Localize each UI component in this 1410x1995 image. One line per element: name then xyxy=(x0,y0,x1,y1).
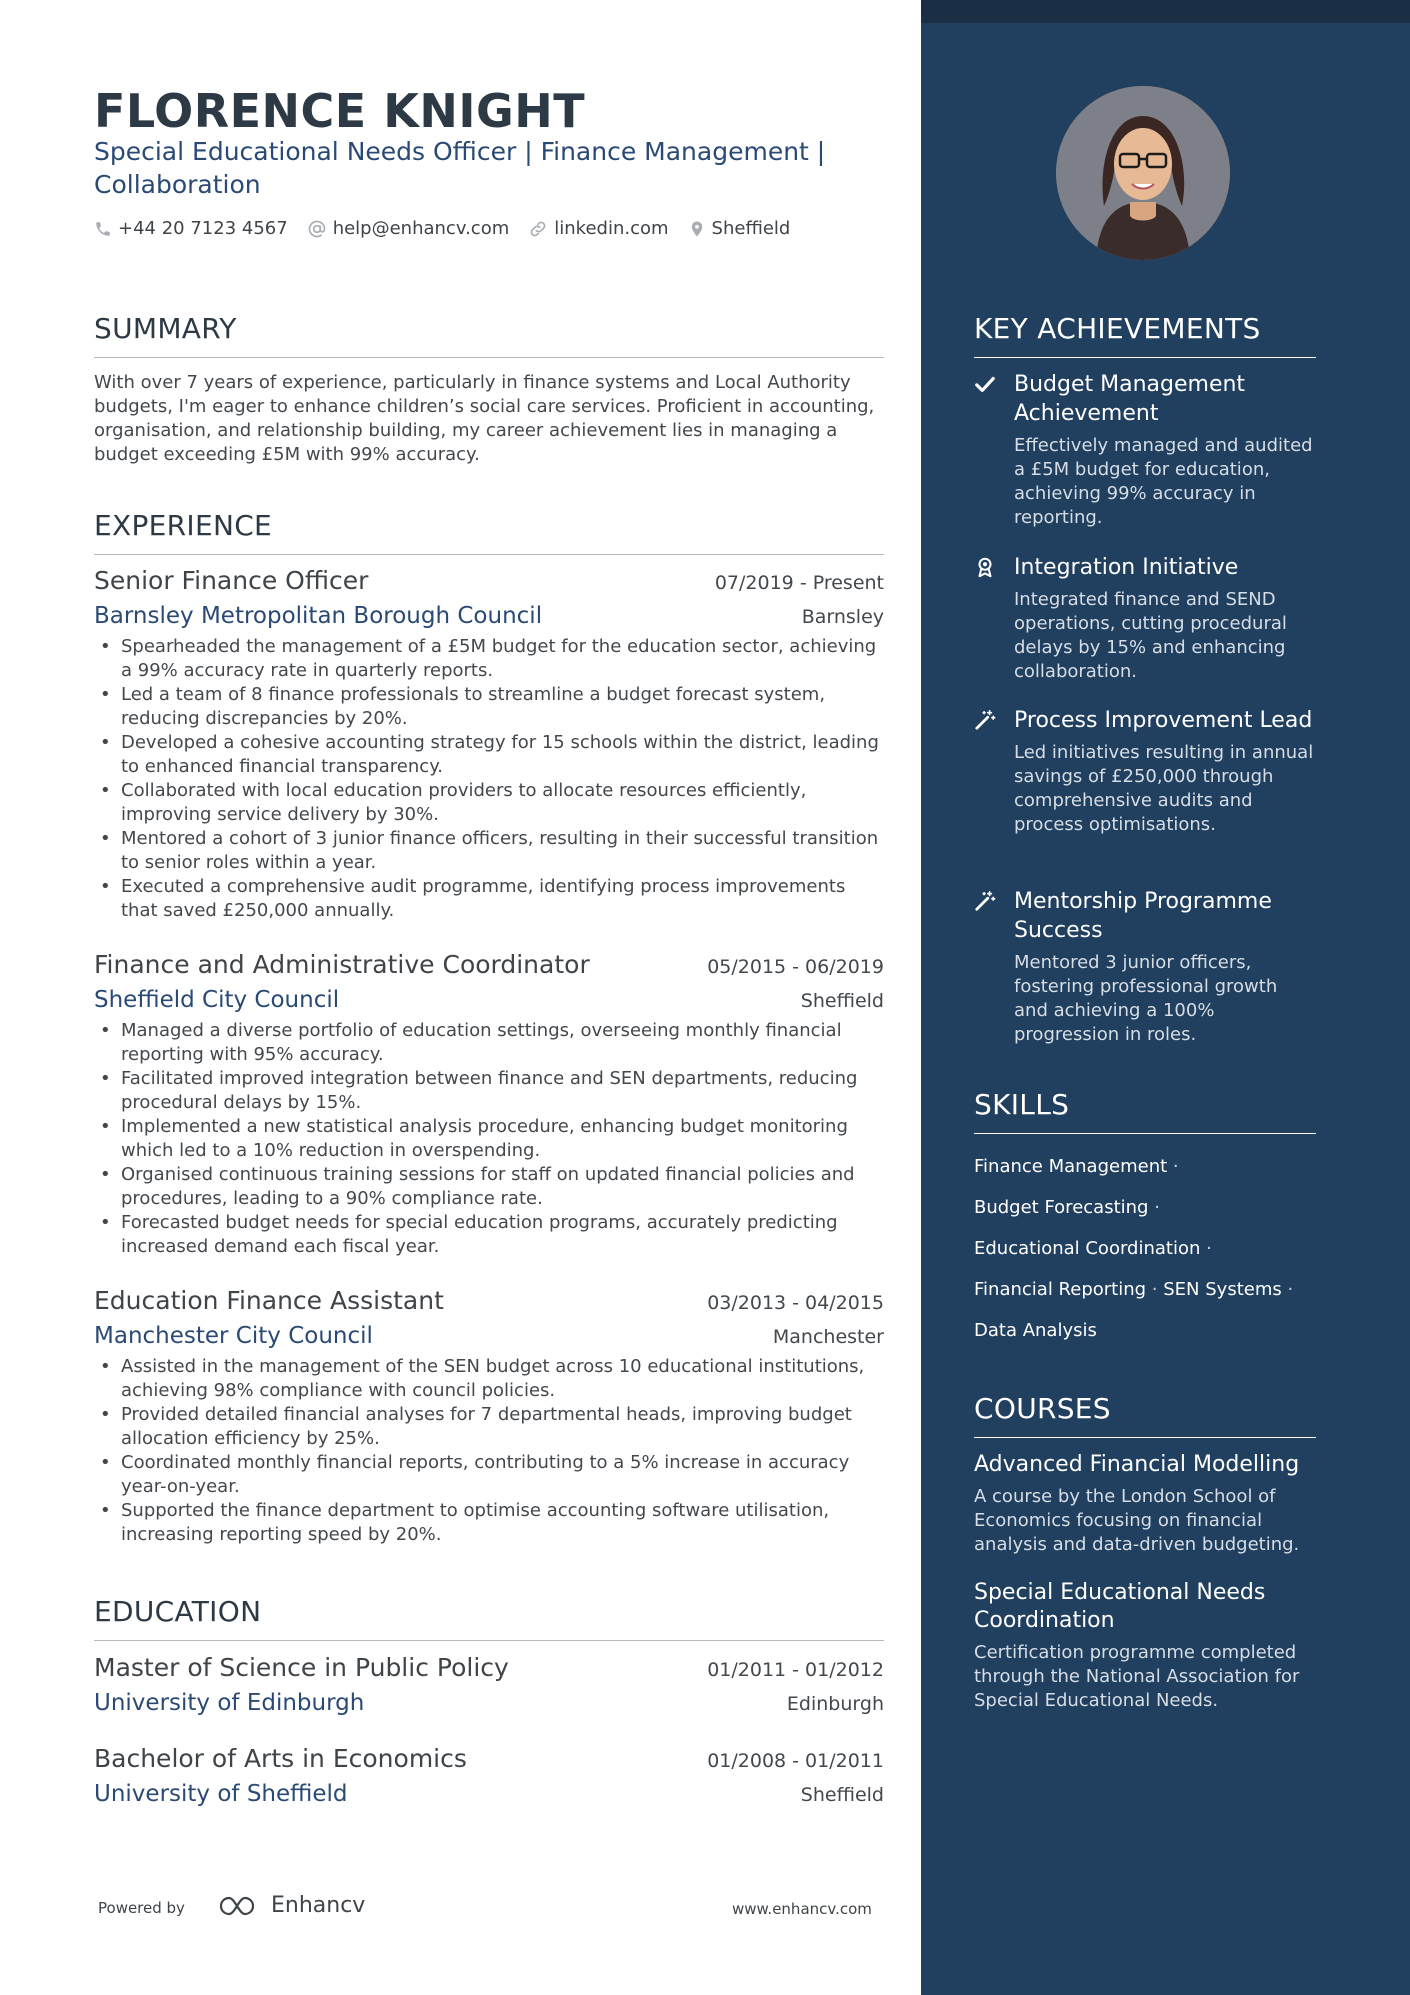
experience-item xyxy=(94,950,884,1259)
candidate-name: FLORENCE KNIGHT xyxy=(94,84,586,138)
achievement-title: Process Improvement Lead xyxy=(1014,708,1313,733)
skill-separator: · xyxy=(1151,1279,1158,1300)
achievement-title: Budget Management Achievement xyxy=(1014,372,1246,426)
contact-email[interactable] xyxy=(307,218,510,239)
education-location: Edinburgh xyxy=(786,1693,884,1715)
achievement-item xyxy=(974,370,1316,530)
profile-photo xyxy=(1056,86,1230,260)
phone-text: +44 20 7123 4567 xyxy=(118,218,288,239)
job-bullet: • Forecasted budget needs for special education programs, accurately predicting increased demand each fiscal year. xyxy=(94,1211,884,1259)
education-location: Sheffield xyxy=(800,1784,884,1806)
education-degree: Bachelor of Arts in Economics xyxy=(94,1744,467,1773)
achievement-desc: Integrated finance and SEND operations, cutting procedural delays by 15% and enhancing collaboration. xyxy=(1014,589,1287,682)
job-bullet: • Led a team of 8 finance professionals to streamline a budget forecast system, reducing discrepancies by 20%. xyxy=(94,683,884,731)
job-bullet: • Supported the finance department to optimise accounting software utilisation, increasing reporting speed by 20%. xyxy=(94,1499,884,1547)
email-text: help@enhancv.com xyxy=(332,218,510,239)
education-school-row xyxy=(94,1690,884,1716)
skill-item: Educational Coordination xyxy=(974,1238,1201,1259)
contact-phone[interactable] xyxy=(94,218,288,239)
job-bullet: • Mentored a cohort of 3 junior finance officers, resulting in their successful transition to senior roles within a year. xyxy=(94,827,884,875)
job-header xyxy=(94,950,884,979)
skill-separator: · xyxy=(1172,1156,1179,1177)
achievement-desc: Effectively managed and audited a £5M budget for education, achieving 99% accuracy in reporting. xyxy=(1014,435,1313,528)
magic-wand-icon xyxy=(974,709,996,731)
job-bullet: • Assisted in the management of the SEN budget across 10 educational institutions, achieving 98% compliance with council policies. xyxy=(94,1355,884,1403)
course-title: Advanced Financial Modelling xyxy=(974,1452,1300,1477)
at-icon xyxy=(307,219,327,239)
experience-item xyxy=(94,1286,884,1547)
achievement-desc: Led initiatives resulting in annual savings of £250,000 through comprehensive audits and process optimisations. xyxy=(1014,742,1314,835)
job-location: Sheffield xyxy=(800,990,884,1012)
education-item xyxy=(94,1744,884,1807)
skill-item: SEN Systems xyxy=(1163,1279,1282,1300)
skill-item: Finance Management xyxy=(974,1156,1168,1177)
job-header xyxy=(94,1286,884,1315)
summary-text: With over 7 years of experience, particularly in finance systems and Local Authority budgets, I'm eager to enhance children’s social care services. Proficient in accounting, organisation, and relationship building, my career achievement lies in managing a budget exceeding £5M with 99% accuracy. xyxy=(94,372,875,465)
skill-separator: · xyxy=(1287,1279,1294,1300)
education-school-row xyxy=(94,1781,884,1807)
job-company: Manchester City Council xyxy=(94,1323,373,1349)
job-title: Senior Finance Officer xyxy=(94,566,369,595)
magic-wand-icon xyxy=(974,890,996,912)
contact-link[interactable] xyxy=(528,218,668,239)
achievements-heading: KEY ACHIEVEMENTS xyxy=(974,312,1316,358)
course-desc: A course by the London School of Economics focusing on financial analysis and data-driven budgeting. xyxy=(974,1486,1300,1555)
course-item xyxy=(974,1451,1316,1557)
course-title: Special Educational Needs Coordination xyxy=(974,1580,1266,1633)
job-bullets xyxy=(94,1355,884,1547)
skill-item: Data Analysis xyxy=(974,1320,1097,1341)
job-bullet: • Executed a comprehensive audit programme, identifying process improvements that saved £250,000 annually. xyxy=(94,875,884,923)
achievement-item xyxy=(974,553,1316,684)
job-bullet: • Managed a diverse portfolio of education settings, overseeing monthly financial reporting with 95% accuracy. xyxy=(94,1019,884,1067)
phone-icon xyxy=(94,220,112,238)
achievement-title: Mentorship Programme Success xyxy=(1014,889,1272,943)
footer-brand-name: Enhancv xyxy=(271,1893,366,1918)
achievement-item xyxy=(974,706,1316,837)
education-heading: EDUCATION xyxy=(94,1595,884,1641)
link-icon xyxy=(528,219,548,239)
footer-powered-by: Powered by xyxy=(98,1899,185,1917)
skill-separator: · xyxy=(1154,1197,1160,1218)
job-title: Education Finance Assistant xyxy=(94,1286,444,1315)
job-bullet: • Coordinated monthly financial reports, contributing to a 5% increase in accuracy year-on-year. xyxy=(94,1451,884,1499)
job-dates: 03/2013 - 04/2015 xyxy=(707,1292,884,1314)
education-header xyxy=(94,1744,884,1773)
avatar-portrait xyxy=(1056,86,1230,260)
job-dates: 07/2019 - Present xyxy=(714,572,884,594)
candidate-headline: Special Educational Needs Officer | Finance Management | Collaboration xyxy=(94,137,826,199)
job-bullets xyxy=(94,1019,884,1259)
footer-url[interactable]: www.enhancv.com xyxy=(732,1900,872,1918)
link-text: linkedin.com xyxy=(554,218,669,239)
job-bullet: • Organised continuous training sessions for staff on updated financial policies and procedures, leading to a 90% compliance rate. xyxy=(94,1163,884,1211)
skill-item: Financial Reporting xyxy=(974,1279,1147,1300)
course-desc: Certification programme completed through the National Association for Special Educational Needs. xyxy=(974,1642,1300,1711)
job-bullet: • Developed a cohesive accounting strategy for 15 schools within the district, leading to enhanced financial transparency. xyxy=(94,731,884,779)
skills-heading: SKILLS xyxy=(974,1088,1316,1134)
job-company-row xyxy=(94,1323,884,1349)
contact-location xyxy=(688,218,791,239)
skill-item: Budget Forecasting xyxy=(974,1197,1149,1218)
job-bullet: • Spearheaded the management of a £5M budget for the education sector, achieving a 99% accuracy rate in quarterly reports. xyxy=(94,635,884,683)
location-text: Sheffield xyxy=(711,218,791,239)
contact-bar xyxy=(94,218,809,239)
job-bullet: • Provided detailed financial analyses for 7 departmental heads, improving budget allocation efficiency by 25%. xyxy=(94,1403,884,1451)
education-item xyxy=(94,1653,884,1716)
job-header xyxy=(94,566,884,595)
education-header xyxy=(94,1653,884,1682)
job-bullets xyxy=(94,635,884,923)
education-degree: Master of Science in Public Policy xyxy=(94,1653,509,1682)
summary-heading: SUMMARY xyxy=(94,312,884,358)
job-location: Manchester xyxy=(772,1326,884,1348)
job-title: Finance and Administrative Coordinator xyxy=(94,950,590,979)
enhancv-logo-icon xyxy=(217,1894,265,1918)
job-company-row xyxy=(94,987,884,1013)
award-icon xyxy=(974,556,996,578)
achievement-desc: Mentored 3 junior officers, fostering professional growth and achieving a 100% progression in roles. xyxy=(1014,952,1278,1045)
achievement-title: Integration Initiative xyxy=(1014,555,1239,580)
education-dates: 01/2008 - 01/2011 xyxy=(707,1750,884,1772)
job-company: Barnsley Metropolitan Borough Council xyxy=(94,603,543,629)
check-icon xyxy=(974,373,996,395)
job-bullet: • Collaborated with local education providers to allocate resources efficiently, improving service delivery by 30%. xyxy=(94,779,884,827)
skills-list xyxy=(974,1146,1316,1351)
skill-separator: · xyxy=(1206,1238,1212,1259)
experience-heading: EXPERIENCE xyxy=(94,509,884,555)
job-location: Barnsley xyxy=(801,606,884,628)
job-bullet: • Implemented a new statistical analysis procedure, enhancing budget monitoring which led to a 10% reduction in overspending. xyxy=(94,1115,884,1163)
footer-brand-logo[interactable] xyxy=(217,1893,365,1918)
achievement-item xyxy=(974,887,1316,1047)
course-item xyxy=(974,1579,1316,1713)
job-dates: 05/2015 - 06/2019 xyxy=(707,956,884,978)
location-pin-icon xyxy=(688,219,706,239)
courses-heading: COURSES xyxy=(974,1392,1316,1438)
education-school: University of Sheffield xyxy=(94,1781,348,1807)
job-company: Sheffield City Council xyxy=(94,987,340,1013)
education-dates: 01/2011 - 01/2012 xyxy=(707,1659,884,1681)
sidebar-top-strip xyxy=(921,0,1410,23)
education-school: University of Edinburgh xyxy=(94,1690,365,1716)
job-company-row xyxy=(94,603,884,629)
experience-item xyxy=(94,566,884,923)
job-bullet: • Facilitated improved integration between finance and SEN departments, reducing procedural delays by 15%. xyxy=(94,1067,884,1115)
